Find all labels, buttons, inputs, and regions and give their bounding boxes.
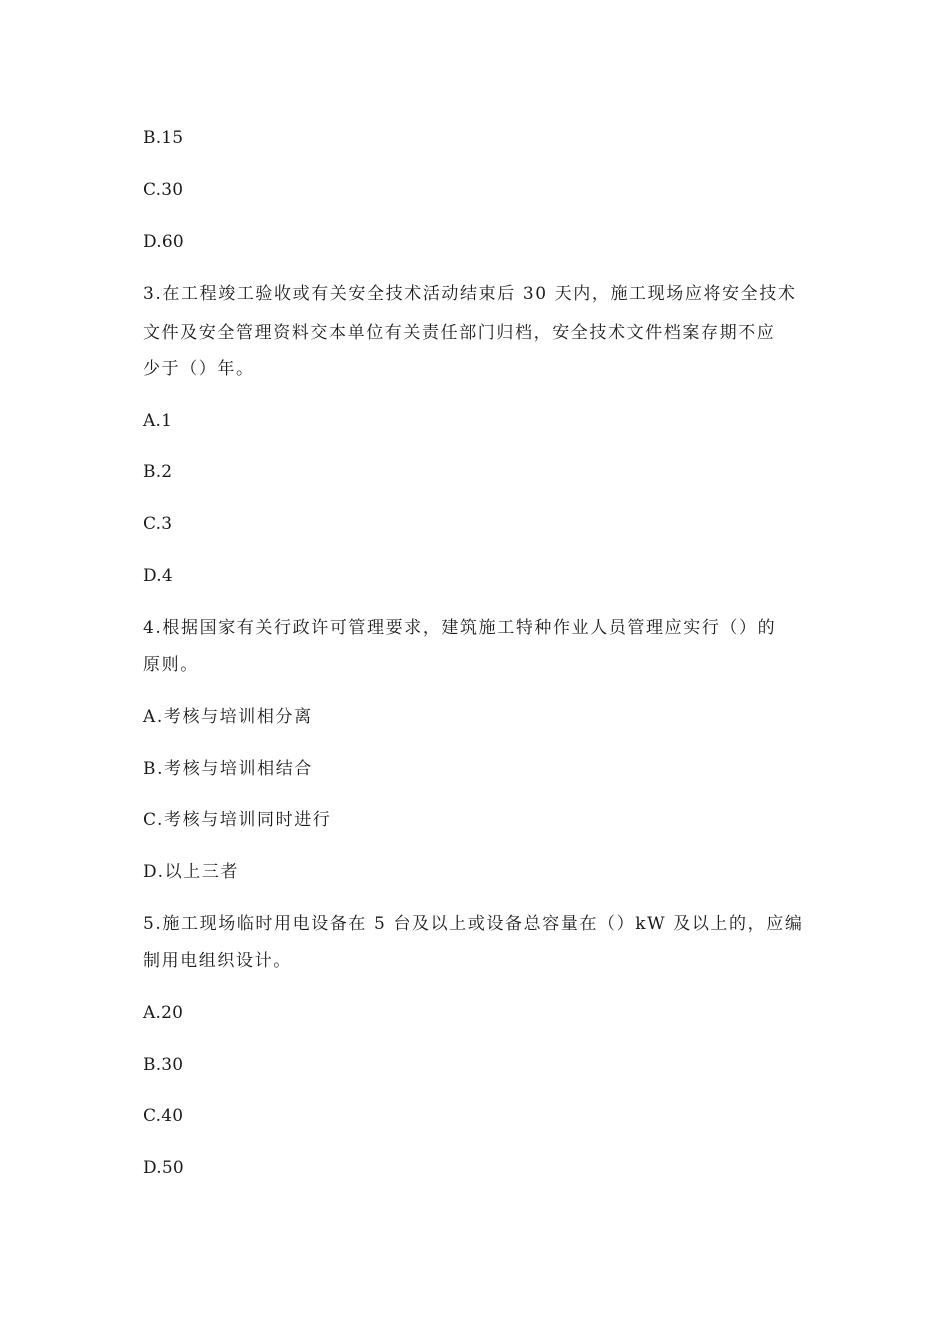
q4-option-d: D.以上三者 — [143, 862, 240, 882]
q2-option-b: B.15 — [143, 128, 184, 148]
q4-option-a: A.考核与培训相分离 — [143, 707, 313, 727]
q3-option-d: D.4 — [143, 566, 173, 586]
q3-stem-line-2: 文件及安全管理资料交本单位有关责任部门归档，安全技术文件档案存期不应 — [143, 323, 776, 343]
q5-option-c: C.40 — [143, 1106, 184, 1126]
q4-stem-line-2: 原则。 — [143, 655, 199, 675]
q3-option-a: A.1 — [143, 411, 173, 431]
q3-option-b: B.2 — [143, 462, 173, 482]
q5-option-a: A.20 — [143, 1003, 184, 1023]
q3-stem-line-1: 3.在工程竣工验收或有关安全技术活动结束后 30 天内，施工现场应将安全技术 — [143, 284, 797, 304]
q4-option-b: B.考核与培训相结合 — [143, 759, 313, 779]
q3-option-c: C.3 — [143, 514, 173, 534]
q5-option-d: D.50 — [143, 1158, 184, 1178]
q4-stem-line-1: 4.根据国家有关行政许可管理要求，建筑施工特种作业人员管理应实行（）的 — [143, 618, 777, 638]
q3-stem-line-3: 少于（）年。 — [143, 359, 255, 379]
q5-option-b: B.30 — [143, 1055, 184, 1075]
q5-stem-line-1: 5.施工现场临时用电设备在 5 台及以上或设备总容量在（）kW 及以上的，应编 — [143, 914, 804, 934]
q4-option-c: C.考核与培训同时进行 — [143, 810, 332, 830]
q2-option-d: D.60 — [143, 232, 184, 252]
q2-option-c: C.30 — [143, 180, 184, 200]
q5-stem-line-2: 制用电组织设计。 — [143, 951, 292, 971]
